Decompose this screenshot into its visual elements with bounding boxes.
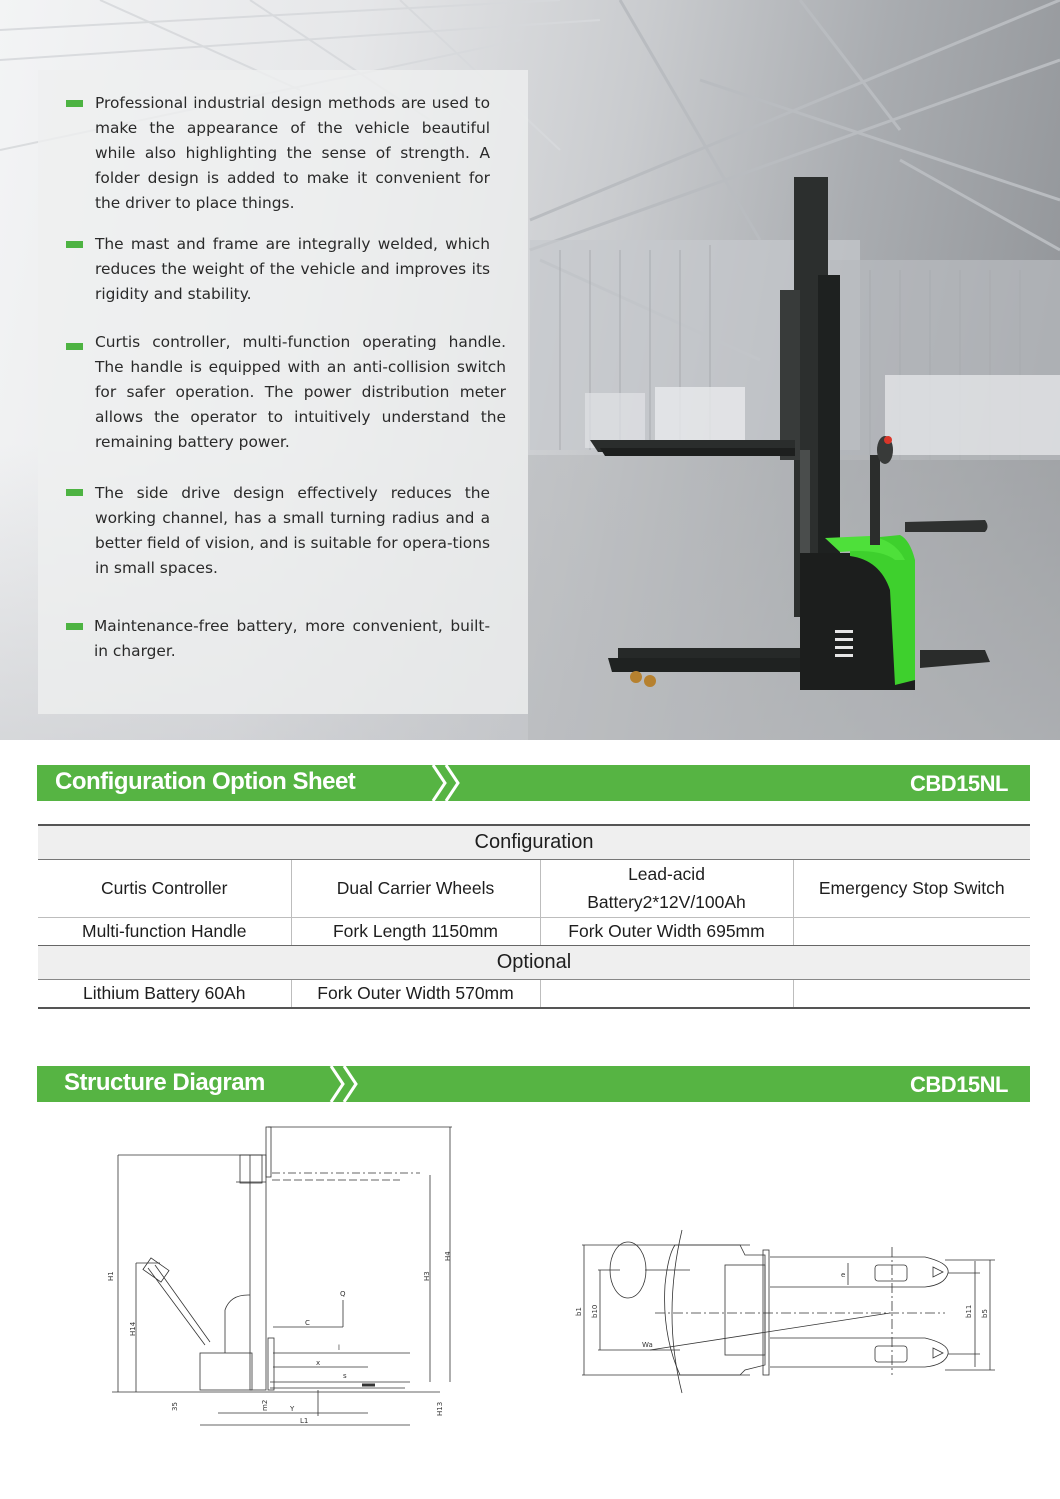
table-cell: Emergency Stop Switch — [793, 859, 1030, 917]
side-view-diagram — [100, 1120, 460, 1440]
dim-label: H14 — [129, 1321, 137, 1336]
green-bullet-icon — [66, 241, 83, 248]
dim-label: Y — [290, 1405, 295, 1413]
dim-label: H3 — [423, 1271, 431, 1281]
feature-text: Professional industrial design methods are used to make the appearance of the vehicle beautiful while also highlighting the sense of strength. A folder design is added to make it convenient for the driver to place things. — [95, 94, 490, 212]
green-bullet-icon — [66, 343, 83, 350]
table-section-header — [38, 945, 1030, 979]
table-cell: Fork Outer Width 570mm — [291, 979, 540, 1008]
dim-label: C — [305, 1319, 310, 1327]
dim-label: Wa — [642, 1341, 653, 1349]
dim-label: H4 — [444, 1251, 452, 1261]
table-cell — [793, 979, 1030, 1008]
config-section-header — [37, 765, 1030, 801]
table-cell — [540, 979, 793, 1008]
green-bullet-icon — [66, 623, 83, 630]
feature-item — [66, 481, 490, 581]
feature-item — [66, 614, 490, 664]
table-row — [38, 859, 1030, 917]
structure-section-header — [37, 1066, 1030, 1102]
feature-text: Maintenance-free battery, more convenient, built-in charger. — [94, 617, 490, 660]
dim-label: b1 — [575, 1307, 583, 1316]
configuration-table — [38, 824, 1030, 1009]
dim-label: l — [338, 1344, 340, 1352]
double-chevron-icon — [429, 765, 469, 801]
dim-label: m2 — [261, 1399, 269, 1411]
feature-item — [66, 330, 506, 455]
table-section-header — [38, 825, 1030, 859]
table-cell: Fork Length 1150mm — [291, 917, 540, 945]
feature-item — [66, 91, 490, 216]
table-cell — [793, 917, 1030, 945]
green-bullet-icon — [66, 489, 83, 496]
feature-text: The mast and frame are integrally welded, which reduces the weight of the vehicle and improves its rigidity and stability. — [95, 235, 490, 303]
section-title: Structure Diagram — [64, 1069, 265, 1096]
top-view-diagram — [570, 1225, 1000, 1405]
feature-text: The side drive design effectively reduces the working channel, has a small turning radius and a better field of vision, and is suitable for opera-tions in small spaces. — [95, 484, 490, 577]
dim-label: L1 — [300, 1417, 309, 1425]
model-code: CBD15NL — [910, 1072, 1008, 1097]
table-cell — [540, 859, 793, 917]
optional-header: Optional — [38, 945, 1030, 979]
cell-line: Battery2*12V/100Ah — [587, 892, 746, 912]
double-chevron-icon — [327, 1066, 367, 1102]
model-code: CBD15NL — [910, 771, 1008, 796]
dim-label: 35 — [171, 1402, 179, 1411]
dim-label: b5 — [981, 1309, 989, 1318]
dim-label: x — [316, 1359, 321, 1367]
configuration-header: Configuration — [38, 825, 1030, 859]
dim-label: H13 — [436, 1401, 444, 1416]
table-row — [38, 979, 1030, 1008]
table-cell: Multi-function Handle — [38, 917, 291, 945]
dim-label: H1 — [107, 1271, 115, 1281]
feature-text: Curtis controller, multi-function operating handle. The handle is equipped with an anti-collision switch for safer operation. The power distribution meter allows the operator to intuitively understand the remaining battery power. — [95, 333, 506, 451]
hero-banner — [0, 0, 1060, 740]
table-row — [38, 917, 1030, 945]
cell-line: Lead-acid — [628, 864, 705, 884]
dim-label: b11 — [965, 1304, 973, 1318]
table-cell: Curtis Controller — [38, 859, 291, 917]
green-bullet-icon — [66, 100, 83, 107]
dim-label: b10 — [591, 1304, 599, 1318]
table-cell: Fork Outer Width 695mm — [540, 917, 793, 945]
table-cell: Lithium Battery 60Ah — [38, 979, 291, 1008]
dim-label: Q — [340, 1290, 346, 1298]
feature-item — [66, 232, 490, 307]
table-cell: Dual Carrier Wheels — [291, 859, 540, 917]
dim-label: s — [343, 1372, 347, 1380]
dim-label: e — [841, 1271, 846, 1279]
section-title: Configuration Option Sheet — [55, 768, 356, 795]
